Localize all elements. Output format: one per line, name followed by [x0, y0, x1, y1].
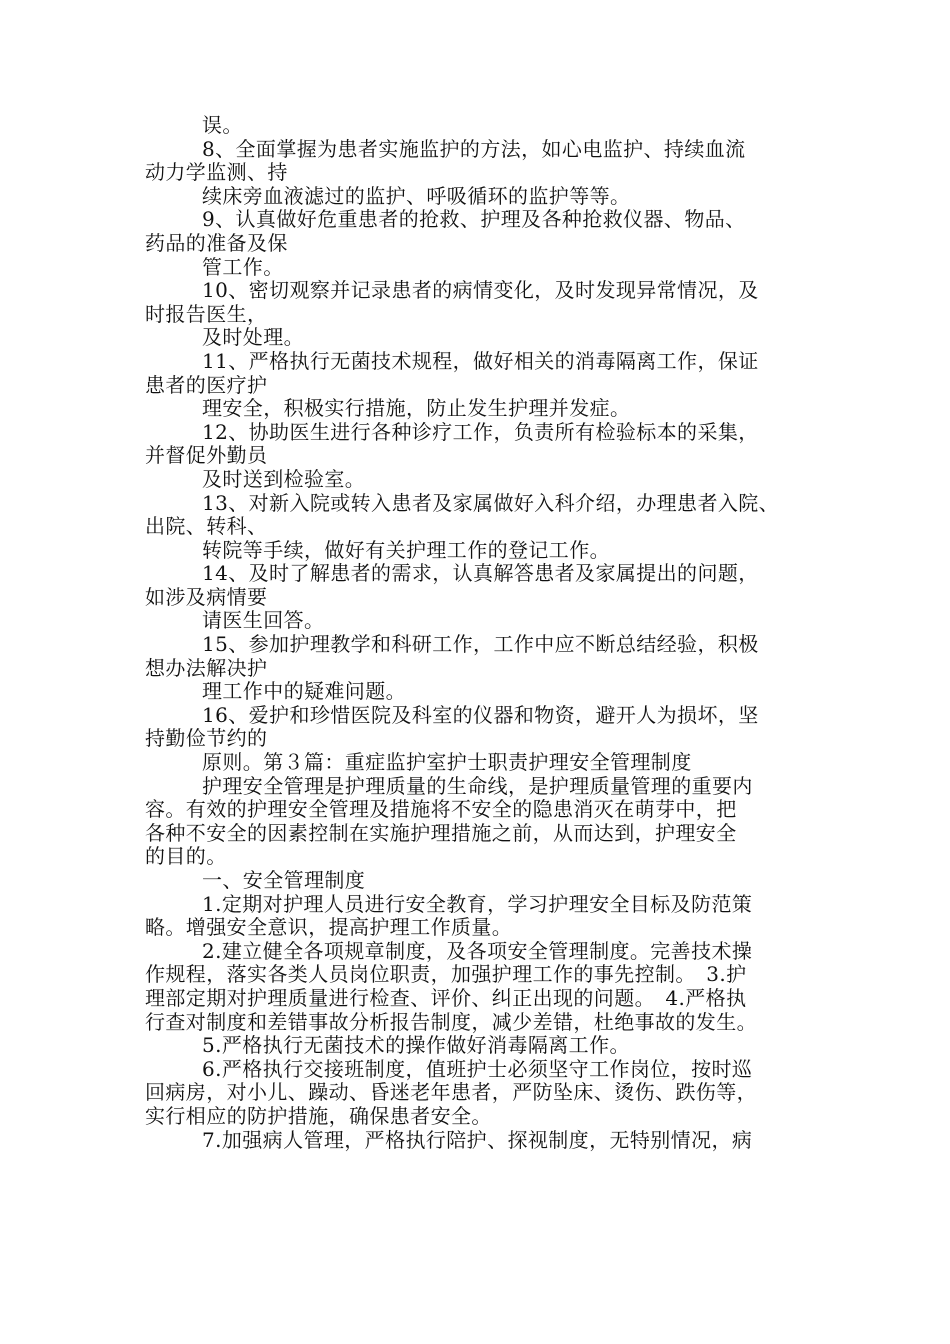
text-line: 理安全，积极实行措施，防止发生护理并发症。 [202, 396, 631, 421]
text-line: 持勤俭节约的 [145, 726, 268, 751]
text-line: 转院等手续，做好有关护理工作的登记工作。 [202, 537, 610, 562]
text-line: 如涉及病情要 [145, 584, 268, 609]
text-line: 11、严格执行无菌技术规程，做好相关的消毒隔离工作，保证 [202, 348, 759, 373]
text-line: 理工作中的疑难问题。 [202, 679, 406, 704]
text-line: 原则。第３篇：重症监护室护士职责护理安全管理制度 [202, 750, 692, 775]
text-line: 14、及时了解患者的需求，认真解答患者及家属提出的问题， [202, 561, 759, 586]
text-line: 请医生回答。 [202, 608, 325, 633]
text-line: 及时送到检验室。 [202, 466, 366, 491]
text-line: 6.严格执行交接班制度，值班护士必须坚守工作岗位，按时巡 [202, 1056, 753, 1081]
text-line: 9、认真做好危重患者的抢救、护理及各种抢救仪器、物品、 [202, 207, 746, 232]
text-line: 动力学监测、持 [145, 160, 288, 185]
text-line: 13、对新入院或转入患者及家属做好入科介绍，办理患者入院、 [202, 490, 780, 515]
text-line: 容。有效的护理安全管理及措施将不安全的隐患消灭在萌芽中，把 [145, 797, 737, 822]
text-line: 误。 [202, 113, 243, 137]
text-line: 出院、转科、 [145, 514, 268, 539]
text-line: 行查对制度和差错事故分析报告制度，减少差错，杜绝事故的发生。 [145, 1009, 757, 1034]
text-line: 一、安全管理制度 [202, 868, 366, 892]
text-line: 想办法解决护 [145, 655, 268, 680]
text-line: 12、协助医生进行各种诊疗工作，负责所有检验标本的采集， [202, 419, 759, 444]
text-line: 7.加强病人管理，严格执行陪护、探视制度，无特别情况，病 [202, 1127, 753, 1152]
text-line: 2.建立健全各项规章制度，及各项安全管理制度。完善技术操 [202, 938, 753, 963]
text-line: 理部定期对护理质量进行检查、评价、纠正出现的问题。 4.严格执 [145, 985, 747, 1010]
text-line: 的目的。 [145, 844, 227, 869]
text-line: 作规程，落实各类人员岗位职责，加强护理工作的事先控制。 3.护 [145, 962, 747, 987]
text-line: 患者的医疗护 [145, 372, 268, 397]
text-line: 护理安全管理是护理质量的生命线，是护理质量管理的重要内 [202, 773, 753, 798]
document-body [145, 114, 835, 1152]
text-line: 并督促外勤员 [145, 443, 268, 468]
text-line: 15、参加护理教学和科研工作，工作中应不断总结经验，积极 [202, 632, 759, 657]
text-line: 8、全面掌握为患者实施监护的方法，如心电监护、持续血流 [202, 136, 746, 161]
text-line: 10、密切观察并记录患者的病情变化，及时发现异常情况，及 [202, 278, 759, 303]
text-line: 实行相应的防护措施，确保患者安全。 [145, 1103, 492, 1128]
text-line: 时报告医生， [145, 301, 268, 326]
text-line: 及时处理。 [202, 325, 304, 350]
text-line: 各种不安全的因素控制在实施护理措施之前，从而达到，护理安全 [145, 820, 737, 845]
text-line: 16、爱护和珍惜医院及科室的仪器和物资，避开人为损坏，坚 [202, 702, 759, 727]
text-line: 5.严格执行无菌技术的操作做好消毒隔离工作。 [202, 1033, 630, 1058]
text-line: 续床旁血液滤过的监护、呼吸循环的监护等等。 [202, 183, 631, 208]
text-line: 管工作。 [202, 254, 284, 279]
text-line: 略。增强安全意识，提高护理工作质量。 [145, 915, 513, 940]
text-line: 1.定期对护理人员进行安全教育，学习护理安全目标及防范策 [202, 891, 753, 916]
text-line: 药品的准备及保 [145, 230, 288, 255]
text-line: 回病房，对小儿、躁动、昏迷老年患者，严防坠床、烫伤、跌伤等， [145, 1080, 757, 1105]
